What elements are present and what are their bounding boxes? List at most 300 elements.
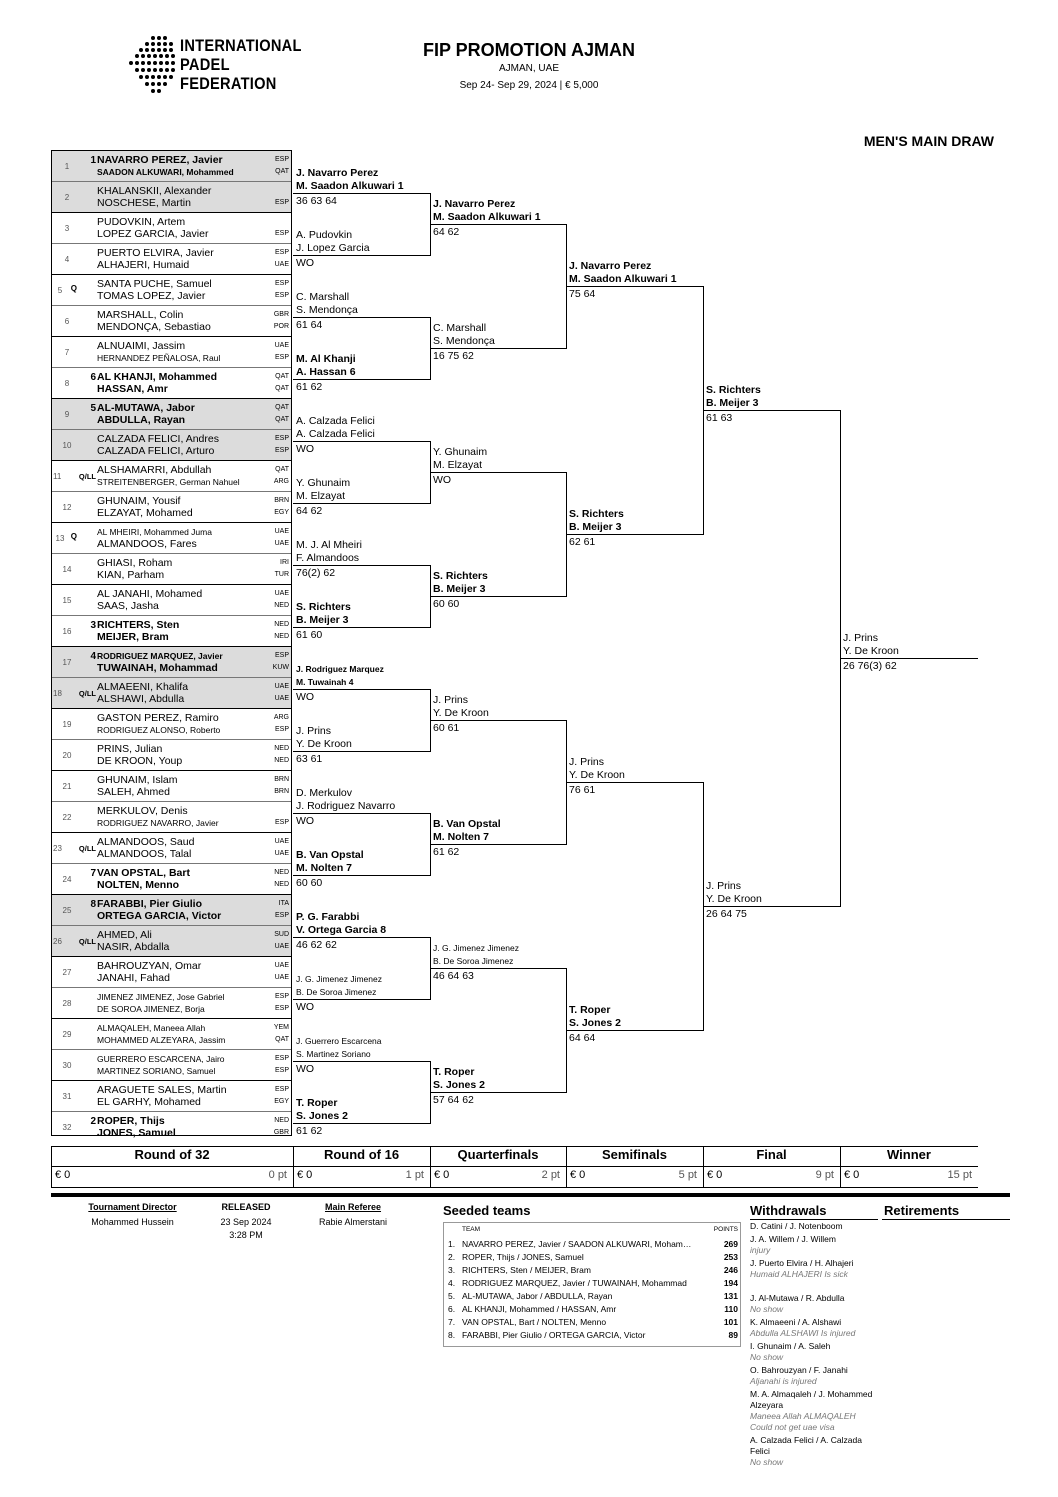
match-score: 61 62 [296,381,323,393]
match-winner-player-2: Y. De Kroon [569,769,625,781]
entry-player-2: ABDULLA, Rayan [97,414,186,426]
match-winner-player-2: J. Rodriguez Navarro [296,800,396,812]
match-score: 64 62 [296,505,323,517]
seeded-team-points: 253 [723,1252,738,1262]
match-winner-player-2: Y. De Kroon [843,645,899,657]
withdrawal-reason: No show [750,1304,784,1314]
entry-seed: Q/LL [78,689,96,698]
footer-thick-rule [51,1193,1010,1197]
footer-bottom-line [51,1187,978,1188]
referee-name: Rabie Almerstani [318,1217,388,1227]
entry-number: 30 [62,1061,72,1070]
entry-player-1: JIMENEZ JIMENEZ, Jose Gabriel [97,992,225,1002]
entry-number: 21 [62,782,72,791]
entry-country-2: QAT [275,168,289,175]
round-divider [430,1146,431,1188]
entry-player-1: CALZADA FELICI, Andres [97,433,219,445]
round-label: Final [756,1147,787,1162]
entry-country-2: ESP [274,292,289,299]
entry-country-2: NED [274,602,289,609]
entry-player-1: AHMED, Ali [97,929,152,941]
bracket-line [566,286,703,287]
match-winner-player-1: J. Prins [843,632,879,644]
withdrawal-team: J. Al-Mutawa / R. Abdulla [750,1293,845,1303]
entry-row [52,957,291,988]
entry-row [52,1081,291,1112]
match-score: 61 63 [706,412,733,424]
entry-player-2: SALEH, Ahmed [97,786,170,798]
withdrawal-team: D. Catini / J. Notenboom [750,1221,843,1231]
entry-country-2: UAE [274,695,289,702]
match-winner-player-1: J. Prins [706,880,742,892]
entry-player-2: STREITENBERGER, German Nahuel [97,477,240,487]
entry-country-2: ESP [274,1067,289,1074]
match-score: 36 63 64 [296,195,337,207]
entry-player-2: LOPEZ GARCIA, Javier [97,228,209,240]
match-winner-player-2: A. Calzada Felici [296,428,375,440]
seeded-team-name: ROPER, Thijs / JONES, Samuel [462,1252,584,1262]
entry-country-1: ESP [274,993,289,1000]
match-winner-player-2: S. Jones 2 [569,1017,621,1029]
tournament-city: AJMAN, UAE [498,63,559,74]
entry-player-1: GHIASI, Roham [97,557,173,569]
withdrawals-title: Withdrawals [750,1203,827,1218]
match-score: 61 62 [296,1125,323,1137]
seeded-teams-title: Seeded teams [443,1203,531,1218]
entry-row [52,337,291,368]
entry-country-2: ESP [274,230,289,237]
entry-list [51,150,292,1139]
round-divider [703,1146,704,1188]
entry-player-1: AL-MUTAWA, Jabor [97,402,195,414]
withdrawal-reason: injury [750,1245,771,1255]
entry-seed: 2 [90,1116,96,1127]
entry-country-2: UAE [274,943,289,950]
match-score: 62 61 [569,536,596,548]
seeded-team-points: 269 [723,1239,738,1249]
entry-country-2: TUR [274,571,289,578]
entry-player-1: KHALANSKII, Alexander [97,185,212,197]
seeded-rank: 4. [448,1278,456,1288]
entry-player-1: ROPER, Thijs [97,1115,165,1127]
entry-row [52,368,291,399]
match-winner-player-1: D. Merkulov [296,787,353,799]
round-points: 15 pt [947,1169,972,1181]
entry-country-1: UAE [274,683,289,690]
retirements-underline [882,1219,1010,1220]
match-winner-player-1: A. Pudovkin [296,229,353,241]
bracket-line [430,348,566,349]
seeded-team-row [448,1304,738,1316]
entry-row [52,709,291,740]
entry-country-2: GBR [273,1129,289,1136]
withdrawal-reason: No show [750,1457,784,1467]
entry-player-2: JONES, Samuel [97,1127,176,1139]
entry-country-2: ESP [274,912,289,919]
entry-country-1: ESP [274,156,289,163]
match-score: WO [296,691,315,703]
match-winner-player-2: A. Hassan 6 [296,366,356,378]
withdrawal-team: I. Ghunaim / A. Saleh [750,1341,831,1351]
match-score: 60 61 [433,722,460,734]
match-winner-player-1: J. G. Jimenez Jimenez [433,943,519,953]
entry-row [52,1019,291,1050]
draw-name: MEN'S MAIN DRAW [863,133,994,149]
match-winner-player-1: B. Van Opstal [296,849,364,861]
released-label: RELEASED [221,1202,271,1212]
entry-country-1: UAE [274,528,289,535]
withdrawal-reason: Abdulla ALSHAWI Is injured [750,1328,856,1338]
entry-row [52,275,291,306]
round-divider [293,1146,294,1188]
entry-player-2: KIAN, Parham [97,569,165,581]
match-winner-player-2: J. Lopez Garcia [296,242,370,254]
match-score: 61 62 [433,846,460,858]
match-score: 76 61 [569,784,596,796]
entry-row [52,864,291,895]
entry-row [52,306,291,337]
match-winner-player-2: M. Saadon Alkuwari 1 [296,180,404,192]
entry-country-2: UAE [274,261,289,268]
logo-text: INTERNATIONAL PADEL FEDERATION [180,36,302,93]
entry-country-1: UAE [274,838,289,845]
entry-row [52,988,291,1019]
withdrawal-item [750,1435,875,1468]
match-winner-player-1: S. Richters [569,508,624,520]
bracket-line [566,782,703,783]
seeded-team-row [448,1278,738,1290]
entry-player-2: TUWAINAH, Mohammad [97,662,218,674]
round-label: Semifinals [601,1147,668,1162]
match-score: 46 64 63 [433,970,474,982]
entry-seed: 8 [90,899,96,910]
entry-player-2: ALMANDOOS, Talal [97,848,192,860]
entry-row [52,802,291,833]
match-score: 61 64 [296,319,323,331]
entry-row [52,1112,291,1143]
match-score: 26 64 75 [706,908,747,920]
entry-country-2: ESP [274,1005,289,1012]
seeded-rank: 5. [448,1291,456,1301]
entry-player-1: RODRIGUEZ MARQUEZ, Javier [97,651,223,661]
match-winner-player-1: S. Richters [296,601,351,613]
match-winner-player-1: J. Guerrero Escarcena [296,1036,382,1046]
match-winner-player-1: M. Al Khanji [296,353,356,365]
match-winner-player-2: B. De Soroa Jimenez [296,987,377,997]
seeded-team-points: 101 [723,1317,738,1327]
match-score: 76(2) 62 [296,567,336,579]
entry-number: 6 [64,317,70,326]
entry-country-2: UAE [274,540,289,547]
entry-player-1: BAHROUZYAN, Omar [97,960,202,972]
entry-country-1: ESP [274,652,289,659]
entry-seed: 6 [90,372,96,383]
entry-country-2: EGY [274,509,289,516]
entry-number: 10 [62,441,72,450]
entry-player-2: SAADON ALKUWARI, Mohammed [97,167,234,177]
entry-country-1: UAE [274,342,289,349]
entry-country-2: ESP [274,354,289,361]
entry-player-2: ALHAJERI, Humaid [97,259,190,271]
entry-player-1: SANTA PUCHE, Samuel [97,278,212,290]
entry-country-1: ESP [274,1086,289,1093]
released-time: 3:28 PM [229,1230,263,1240]
bracket-line [430,224,566,225]
match-winner-player-1: T. Roper [296,1097,338,1109]
entry-seed: Q/LL [78,472,96,481]
entry-country-1: UAE [274,962,289,969]
match-score: 57 64 62 [433,1094,474,1106]
entry-player-2: SAAS, Jasha [97,600,159,612]
entry-country-1: ESP [274,1055,289,1062]
bracket-line [703,906,840,907]
bracket-line [293,627,430,628]
bracket-line [566,534,703,535]
entry-player-2: EL GARHY, Mohamed [97,1096,201,1108]
match-winner-player-1: T. Roper [569,1004,611,1016]
entry-row [52,182,291,213]
entry-number: 29 [62,1030,72,1039]
bracket-line [430,844,566,845]
match-winner-player-2: V. Ortega Garcia 8 [296,924,387,936]
bracket-line [566,1030,703,1031]
entry-seed: Q/LL [78,844,96,853]
withdrawal-reason: Aljanahi is injured [750,1376,817,1386]
entry-country-2: NED [274,881,289,888]
entry-country-1: NED [274,621,289,628]
match-score: WO [433,474,452,486]
entry-row [52,740,291,771]
entry-seed: Q/LL [78,937,96,946]
bracket-line [293,1061,430,1062]
round-prize: € 0 [570,1169,586,1181]
entry-country-1: ESP [274,280,289,287]
seeded-team-row [448,1317,738,1329]
round-points: 5 pt [678,1169,697,1181]
entry-row [52,492,291,523]
entry-player-1: ARAGUETE SALES, Martin [97,1084,227,1096]
entry-country-2: KUW [272,664,289,671]
entry-country-1: ESP [274,249,289,256]
entry-number: 7 [64,348,70,357]
entry-row [52,523,291,554]
footer-mid-line [51,1166,978,1167]
match-winner-player-2: M. Saadon Alkuwari 1 [569,273,677,285]
round-label: Winner [887,1147,931,1162]
round-prize: € 0 [55,1169,71,1181]
withdrawal-reason: No show [750,1352,784,1362]
entry-row [52,678,291,709]
entry-number: 17 [62,658,72,667]
entry-number: 5 [57,286,63,295]
entry-player-2: MOHAMMED ALZEYARA, Jassim [97,1035,226,1045]
round-divider [840,1146,841,1188]
entry-player-2: DE SOROA JIMENEZ, Borja [97,1004,205,1014]
entry-country-1: QAT [275,404,289,411]
entry-player-2: MARTINEZ SORIANO, Samuel [97,1066,216,1076]
entry-player-2: DE KROON, Youp [97,755,183,767]
released-date: 23 Sep 2024 [220,1217,272,1227]
bracket-line [293,565,430,566]
match-score: 64 64 [569,1032,596,1044]
entry-country-1: UAE [274,590,289,597]
match-winner-player-1: Y. Ghunaim [433,446,488,458]
entry-seed: Q [70,284,77,293]
entry-row [52,771,291,802]
bracket-line [430,1092,566,1093]
entry-seed: 3 [90,620,96,631]
withdrawal-team: J. A. Willem / J. Willem [750,1234,836,1244]
entry-player-1: PUDOVKIN, Artem [97,216,186,228]
match-winner-player-2: F. Almandoos [296,552,360,564]
bracket-line [293,441,430,442]
entry-player-1: AL JANAHI, Mohamed [97,588,203,600]
match-winner-player-1: Y. Ghunaim [296,477,351,489]
bracket-line [430,596,566,597]
entry-number: 16 [62,627,72,636]
entry-player-1: ALNUAIMI, Jassim [97,340,186,352]
round-points: 1 pt [405,1169,424,1181]
entry-country-2: UAE [274,974,289,981]
entry-number: 11 [53,472,62,481]
entry-country-1: YEM [273,1024,289,1031]
withdrawal-team: J. Puerto Elvira / H. Alhajeri [750,1258,854,1268]
seeded-teams-table [443,1222,741,1347]
entry-row [52,926,291,957]
entry-number: 12 [62,503,72,512]
entry-row [52,430,291,461]
withdrawal-item [750,1317,875,1339]
withdrawal-team: M. A. Almaqaleh / J. Mohammed Alzeyara [750,1389,873,1410]
seeded-team-name: RODRIGUEZ MARQUEZ, Javier / TUWAINAH, Mohammad [462,1278,687,1288]
withdrawal-item [750,1365,875,1387]
entry-country-2: QAT [275,1036,289,1043]
entry-number: 31 [62,1092,72,1101]
entry-seed: 5 [90,403,96,414]
seeded-team-row [448,1265,738,1277]
entry-player-1: VAN OPSTAL, Bart [97,867,190,879]
entry-number: 4 [64,255,70,264]
bracket-line [430,720,566,721]
match-winner-player-1: A. Calzada Felici [296,415,375,427]
seeded-team-name: AL-MUTAWA, Jabor / ABDULLA, Rayan [462,1291,613,1301]
match-score: 75 64 [569,288,596,300]
entry-country-1: NED [274,869,289,876]
round-points: 2 pt [541,1169,560,1181]
director-name: Mohammed Hussein [91,1217,174,1227]
bracket-line [293,193,430,194]
seeded-rank: 7. [448,1317,456,1327]
entry-player-2: ALSHAWI, Abdulla [97,693,185,705]
entry-country-1: SUD [274,931,289,938]
entry-number: 8 [64,379,70,388]
entry-country-1: BRN [274,776,289,783]
entry-number: 32 [62,1123,72,1132]
entry-country-1: QAT [275,373,289,380]
match-winner-player-1: J. G. Jimenez Jimenez [296,974,382,984]
round-prize: € 0 [297,1169,313,1181]
seeded-rank: 3. [448,1265,456,1275]
match-winner-player-1: S. Richters [433,570,488,582]
entry-player-2: MEIJER, Bram [97,631,169,643]
entry-seed: Q [70,532,77,541]
round-points: 0 pt [268,1169,287,1181]
entry-row [52,1050,291,1081]
match-winner-player-2: M. Saadon Alkuwari 1 [433,211,541,223]
tournament-dates: Sep 24- Sep 29, 2024 | € 5,000 [459,80,599,91]
entry-player-1: GASTON PEREZ, Ramiro [97,712,219,724]
entry-player-2: JANAHI, Fahad [97,972,170,984]
match-winner-player-2: S. Jones 2 [296,1110,348,1122]
entry-number: 13 [55,534,65,543]
withdrawal-reason: Humaid ALHAJERI Is sick [750,1269,848,1279]
entry-seed: 4 [90,651,96,662]
entry-player-1: GHUNAIM, Yousif [97,495,181,507]
match-winner-player-1: J. Prins [296,725,332,737]
bracket-line [293,1123,430,1124]
seeded-rank: 6. [448,1304,456,1314]
entry-number: 27 [62,968,72,977]
entry-player-1: FARABBI, Pier Giulio [97,898,203,910]
entry-country-2: BRN [274,788,289,795]
withdrawal-item [750,1221,875,1232]
withdrawals-underline [750,1219,878,1220]
bracket-line [293,875,430,876]
match-winner-player-1: M. J. Al Mheiri [296,539,362,551]
round-prize: € 0 [844,1169,860,1181]
seeded-team-points: 110 [724,1304,738,1314]
seeded-rank: 1. [448,1239,456,1249]
entry-player-2: RODRIGUEZ NAVARRO, Javier [97,818,219,828]
withdrawal-item [750,1341,875,1363]
entry-player-1: PUERTO ELVIRA, Javier [97,247,214,259]
entry-player-2: CALZADA FELICI, Arturo [97,445,215,457]
withdrawal-item [750,1258,875,1280]
round-divider [51,1146,52,1188]
entry-country-2: QAT [275,385,289,392]
entry-row [52,554,291,585]
entry-row [52,244,291,275]
entry-number: 15 [62,596,72,605]
entry-country-2: ESP [274,819,289,826]
seeded-team-name: FARABBI, Pier Giulio / ORTEGA GARCIA, Victor [462,1330,646,1340]
match-winner-player-2: S. Martinez Soriano [296,1049,371,1059]
bracket-line [293,379,430,380]
entry-number: 20 [62,751,72,760]
bracket-line [430,968,566,969]
round-label: Round of 32 [134,1147,210,1162]
entry-seed: 7 [90,868,96,879]
entry-country-2: QAT [275,416,289,423]
match-winner-player-1: J. Navarro Perez [433,198,516,210]
seeded-team-row [448,1252,738,1264]
entry-row [52,585,291,616]
match-score: 16 75 62 [433,350,474,362]
entry-row [52,833,291,864]
entry-player-2: NOSCHESE, Martin [97,197,191,209]
match-winner-player-2: B. Meijer 3 [569,521,622,533]
entry-number: 26 [53,937,62,946]
entry-player-1: GUERRERO ESCARCENA, Jairo [97,1054,225,1064]
match-score: WO [296,815,315,827]
withdrawal-team: A. Calzada Felici / A. Calzada Felici [750,1435,862,1456]
entry-player-1: AL MHEIRI, Mohammed Juma [97,527,212,537]
match-score: WO [296,443,315,455]
entry-number: 19 [62,720,72,729]
match-winner-player-2: B. Meijer 3 [706,397,759,409]
match-winner-player-1: J. Prins [433,694,469,706]
entry-number: 9 [64,410,70,419]
